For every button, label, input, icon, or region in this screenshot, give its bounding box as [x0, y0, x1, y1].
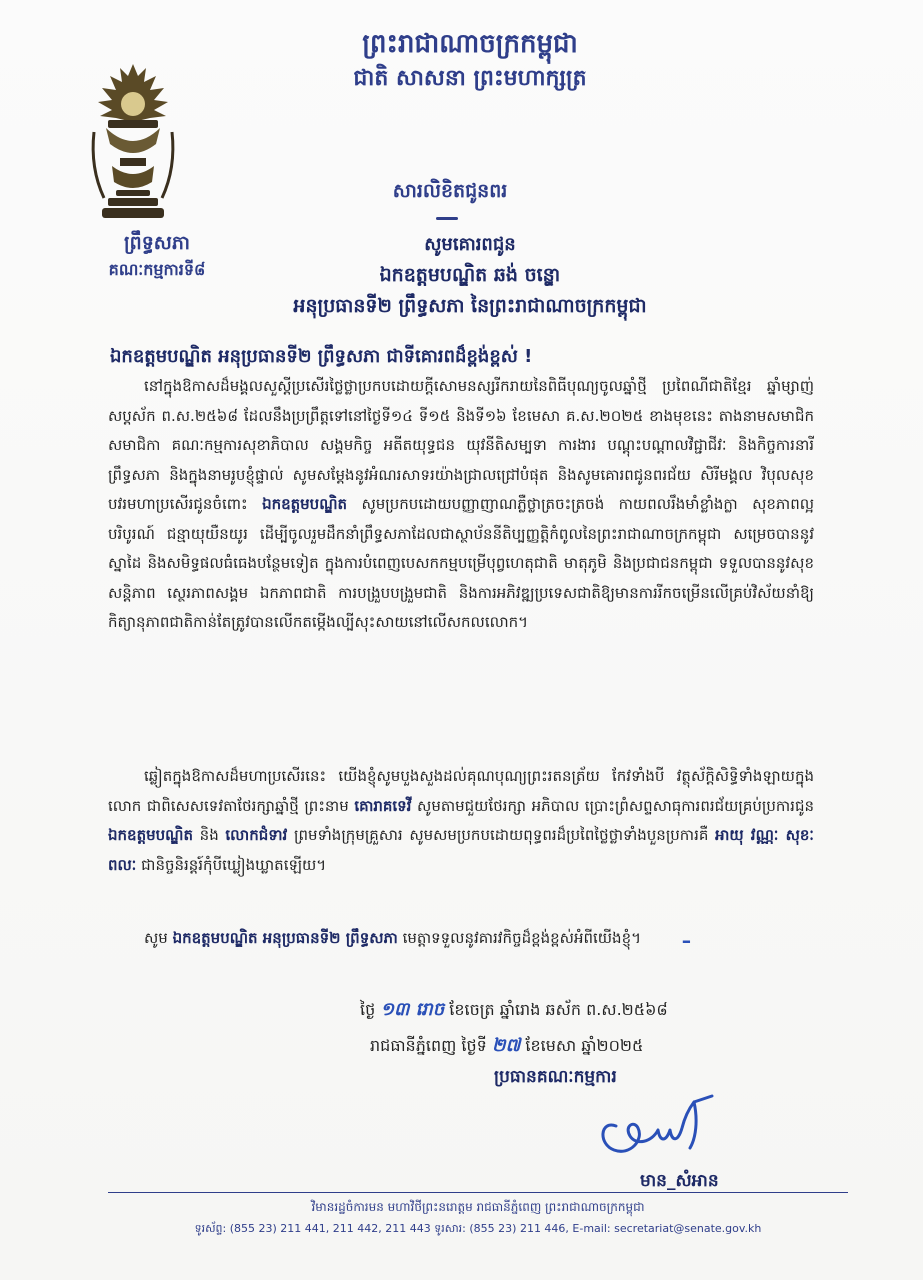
p3-text-b: មេត្តាទទួលនូវគារវកិច្ចដ៏ខ្ពង់ខ្ពស់អំពីយើងខ្ញុំ។ — [402, 929, 641, 947]
p2-text-c: និង — [199, 826, 219, 844]
place-label: រាជធានីភ្នំពេញ ថ្ងៃទី — [370, 1036, 487, 1055]
lunar-day-handwritten: ១៣ រោច — [380, 999, 445, 1020]
recipient-block — [150, 230, 790, 322]
p1-bold: ឯកឧត្តមបណ្ឌិត — [262, 495, 348, 513]
footer-divider — [108, 1192, 848, 1193]
p2-bold-d: អាយុ វណ្ណៈ សុខៈ ពលៈ — [108, 826, 814, 874]
organization-name: ព្រឹទ្ធសភា — [124, 232, 190, 254]
body-paragraph-1 — [108, 372, 814, 638]
p2-text-e: ជានិច្ចនិរន្តរ៍កុំបីឃ្លៀងឃ្លាតឡើយ។ — [141, 855, 327, 874]
day-handwritten: ២៧ — [491, 1035, 521, 1056]
p2-bold-a: គោរាគទេវី — [354, 796, 412, 815]
p2-text-d: ព្រមទាំងក្រុមគ្រួសារ សូមសមប្រកបដោយពុទ្ធពរដ៏ប្រពៃថ្លៃថ្លាទាំងបួនប្រការគឺ — [294, 826, 709, 844]
kingdom-name: ព្រះរាជាណាចក្រកម្ពុជា — [362, 29, 578, 59]
place-date-line — [360, 1028, 820, 1064]
national-motto — [290, 26, 650, 96]
p2-text-a: ឆ្លៀតក្នុងឱកាសដ៏មហាប្រសើរនេះ យើងខ្ញុំសូមបួងសួងដល់គុណបុណ្យព្រះរតនត្រ័យ កែវទាំងបី វត្ថុស័ក្តិសិទ្ធិទាំងឡាយក្នុងលោក ជាពិសេសទេវតាថែរក្សាឆ្នាំថ្មី ព្រះនាម — [108, 767, 814, 815]
respect-line: សូមគោរពជូន — [424, 234, 516, 255]
p1-text-a: នៅក្នុងឱកាសដ៏មង្គលសួស្តីប្រសើរថ្លៃថ្លាប្រកបដោយក្តីសោមនស្សរីករាយនៃពិធីបុណ្យចូលឆ្នាំថ្មី ប្រពៃណីជាតិខ្មែរ ឆ្នាំម្សាញ់ សប្តស័ក ព.ស.២៥៦៨ ដែលនឹងប្រព្រឹត្តទៅនៅថ្ងៃទី១៤ ទី១៥ និងទី១៦ ខែមេសា គ.ស.២០២៥ ខាងមុខនេះ តាងនាមសមាជិក សមាជិកា គណៈកម្មការសុខាភិបាល សង្គមកិច្ច អតីតយុទ្ធជន យុវនីតិសម្បទា ការងារ បណ្តុះបណ្តាលវិជ្ជាជីវៈ និងកិច្ចការនារី ព្រឹទ្ធសភា និងក្នុងនាមរូបខ្ញុំផ្ទាល់ សូមសម្តែងនូវអំណរសាទរយ៉ាងជ្រាលជ្រៅបំផុត និងសូមគោរពជូនពរជ័យ សិរីមង្គល វិបុលសុខ បវរមហាប្រសើរជូនចំពោះ — [108, 377, 814, 513]
committee-name: គណៈកម្មការទី៨ — [108, 260, 206, 279]
letter-title: សារលិខិតជូនពរ — [392, 180, 508, 202]
p1-text-b: សូមប្រកបដោយបញ្ញាញាណភ្លឺថ្លាត្រចះត្រចង់ កាយពលរឹងមាំខ្លាំងក្លា សុខភាពល្អបរិបូរណ៍ ជន្មាយុយឺនយូរ ដើម្បីចូលរួមដឹកនាំព្រឹទ្ធសភាដែលជាស្ថាប័ននីតិប្បញ្ញត្តិកំពូលនៃព្រះរាជាណាចក្រកម្ពុជា សម្រេចបាននូវស្នាដៃ និងសមិទ្ធផលធំធេងបន្ថែមទៀត ក្នុងការបំពេញបេសកកម្មបម្រើបុព្វហេតុជាតិ មាតុភូមិ និងប្រជាជនកម្ពុជា ទទួលបាននូវសុខសន្តិភាព ស្ថេរភាពសង្គម ឯកភាពជាតិ ការបង្រួបបង្រួមជាតិ និងការអភិវឌ្ឍប្រទេសជាតិឱ្យមានការរីកចម្រើនលើគ្រប់វិស័យនាំឱ្យកិត្យានុភាពជាតិកាន់តែត្រូវបានលើកតម្កើងល្បីសុះសាយនៅលើសកលលោក។ — [108, 495, 814, 631]
lunar-label: ថ្ងៃ — [360, 1000, 376, 1019]
body-paragraph-3 — [108, 922, 814, 954]
signatory-title: ប្រធានគណៈកម្មការ — [494, 1067, 617, 1087]
motto-line: ជាតិ សាសនា ព្រះមហាក្សត្រ — [353, 66, 587, 91]
lunar-date-line — [360, 992, 820, 1028]
senate-emblem-icon — [86, 58, 180, 226]
p2-bold-c: លោកជំទាវ — [225, 826, 288, 844]
signature-icon — [594, 1090, 724, 1162]
lunar-rest: ខែចេត្រ ឆ្នាំរោង ឆស័ក ព.ស.២៥៦៨ — [449, 1000, 668, 1019]
signatory-name: មាន_សំអាន — [640, 1171, 719, 1191]
footer — [108, 1196, 848, 1240]
date-block — [360, 992, 820, 1064]
salutation: ឯកឧត្តមបណ្ឌិត អនុប្រធានទី២ ព្រឹទ្ធសភា ជាទីគោរពដ៏ខ្ពង់ខ្ពស់ ! — [110, 346, 533, 367]
recipient-position: អនុប្រធានទី២ ព្រឹទ្ធសភា នៃព្រះរាជាណាចក្រកម្ពុជា — [293, 295, 647, 317]
title-divider — [436, 217, 458, 220]
recipient-name: ឯកឧត្តមបណ្ឌិត ឆង់ ចន្ថ្លោ — [379, 264, 561, 286]
p2-bold-b: ឯកឧត្តមបណ្ឌិត — [108, 826, 193, 844]
p3-bold-a: ឯកឧត្តមបណ្ឌិត អនុប្រធានទី២ ព្រឹទ្ធសភា — [172, 929, 398, 947]
footer-address: វិមានរដ្ឋចំការមន មហាវិថីព្រះនរោត្តម រាជធានីភ្នំពេញ ព្រះរាជាណាចក្រកម្ពុជា — [311, 1200, 645, 1214]
p2-text-b: សូមតាមជួយថែរក្សា អភិបាល ប្រោះព្រំសព្ទសាធុការពរជ័យគ្រប់ប្រការជូន — [417, 796, 814, 815]
p3-text-a: សូម — [144, 929, 168, 947]
body-paragraph-2 — [108, 762, 814, 880]
month-year: ខែមេសា ឆ្នាំ២០២៥ — [525, 1036, 644, 1055]
handwritten-mark: ـ — [682, 924, 690, 948]
footer-contact: ទូរស័ព្ទ: (855 23) 211 441, 211 442, 211 443 ទូរសារ: (855 23) 211 446, E-mail: secretariat@senate.gov.kh — [194, 1222, 762, 1235]
